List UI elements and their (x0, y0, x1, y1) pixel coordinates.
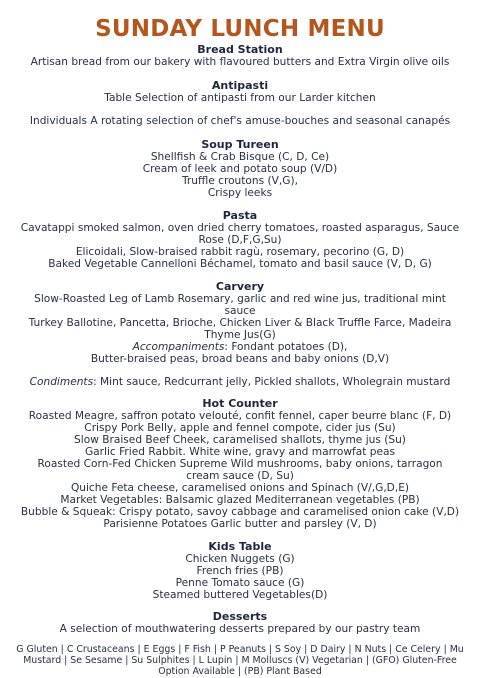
hot-line: Quiche Feta cheese, caramelised onions and Spinach (V/,G,D,E) (70, 482, 410, 494)
soup-line: Cream of leek and potato soup (V/D) (142, 163, 338, 175)
carvery-line: Thyme Jus(G) (204, 329, 276, 341)
section-heading-pasta: Pasta (222, 209, 258, 222)
section-heading-soup: Soup Tureen (201, 138, 279, 151)
section-heading-bread: Bread Station (197, 43, 283, 56)
kids-line: Chicken Nuggets (G) (185, 553, 295, 565)
carvery-line: Turkey Ballotine, Pancetta, Brioche, Chicken Liver & Black Truffle Farce, Madeira (28, 317, 452, 329)
section-heading-desserts: Desserts (212, 610, 268, 623)
bread-line: Artisan bread from our bakery with flavoured butters and Extra Virgin olive oils (30, 56, 450, 68)
menu-title: SUNDAY LUNCH MENU (95, 16, 385, 42)
carvery-line: Slow-Roasted Leg of Lamb Rosemary, garlic and red wine jus, traditional mint (34, 293, 446, 305)
section-heading-kids: Kids Table (208, 540, 272, 553)
section-heading-carvery: Carvery (215, 280, 265, 293)
antipasti-line: Table Selection of antipasti from our Larder kitchen (104, 92, 376, 104)
individuals-line: Individuals A rotating selection of chef's amuse-bouches and seasonal canapés (29, 115, 451, 127)
hot-line: Roasted Corn-Fed Chicken Supreme Wild mushrooms, baby onions, tarragon (37, 458, 443, 470)
hot-line: Market Vegetables: Balsamic glazed Mediterranean vegetables (PB) (60, 494, 420, 506)
section-heading-hot-counter: Hot Counter (202, 397, 278, 410)
accompaniments-line (10, 341, 470, 353)
soup-line: Crispy leeks (207, 187, 273, 199)
hot-line: Roasted Meagre, saffron potato velouté, confit fennel, caper beurre blanc (F, D) (28, 410, 452, 422)
hot-line: Crispy Pork Belly, apple and fennel compote, cider jus (Su) (84, 422, 396, 434)
pasta-line: Cavatappi smoked salmon, oven dried cherry tomatoes, roasted asparagus, Sauce (20, 222, 460, 234)
soup-line: Shellfish & Crab Bisque (C, D, Ce) (150, 151, 330, 163)
pasta-line: Elicoidali, Slow-braised rabbit ragù, rosemary, pecorino (G, D) (75, 246, 405, 258)
section-heading-antipasti: Antipasti (211, 79, 269, 92)
desserts-line: A selection of mouthwatering desserts prepared by our pastry team (59, 623, 421, 635)
accompaniments-text: : Fondant potatoes (D), (224, 341, 348, 353)
hot-line: Bubble & Squeak: Crispy potato, savoy cabbage and caramelised onion cake (V,D) (20, 506, 460, 518)
condiments-label: Condiments (29, 376, 94, 388)
allergen-key-line: Option Available | (PB) Plant Based (158, 666, 322, 677)
pasta-line: Rose (D,F,G,Su) (198, 234, 282, 246)
kids-line: Steamed buttered Vegetables(D) (152, 589, 328, 601)
allergen-key-line: Mustard | Se Sesame | Su Sulphites | L Lupin | M Molluscs (V) Vegetarian | (GFO) Gluten-Free (23, 655, 457, 666)
allergen-key-line: G Gluten | C Crustaceans | E Eggs | F Fish | P Peanuts | S Soy | D Dairy | N Nuts | Ce Celery | Mu (16, 644, 464, 655)
hot-line: Garlic Fried Rabbit. White wine, gravy and marrowfat peas (84, 446, 396, 458)
carvery-line: sauce (224, 305, 256, 317)
accompaniments-label: Accompaniments (132, 341, 225, 353)
kids-line: Penne Tomato sauce (G) (175, 577, 305, 589)
hot-line: Parisienne Potatoes Garlic butter and parsley (V, D) (103, 518, 377, 530)
hot-line: cream sauce (D, Su) (186, 470, 294, 482)
soup-line: Truffle croutons (V,G), (182, 175, 298, 187)
condiments-text: : Mint sauce, Redcurrant jelly, Pickled shallots, Wholegrain mustard (93, 376, 451, 388)
pasta-line: Baked Vegetable Cannelloni Béchamel, tomato and basil sauce (V, D, G) (48, 258, 432, 270)
condiments-line (10, 376, 470, 388)
kids-line: French fries (PB) (196, 565, 284, 577)
accompaniments-line-2: Butter-braised peas, broad beans and baby onions (D,V) (90, 353, 390, 365)
hot-line: Slow Braised Beef Cheek, caramelised shallots, thyme jus (Su) (74, 434, 406, 446)
